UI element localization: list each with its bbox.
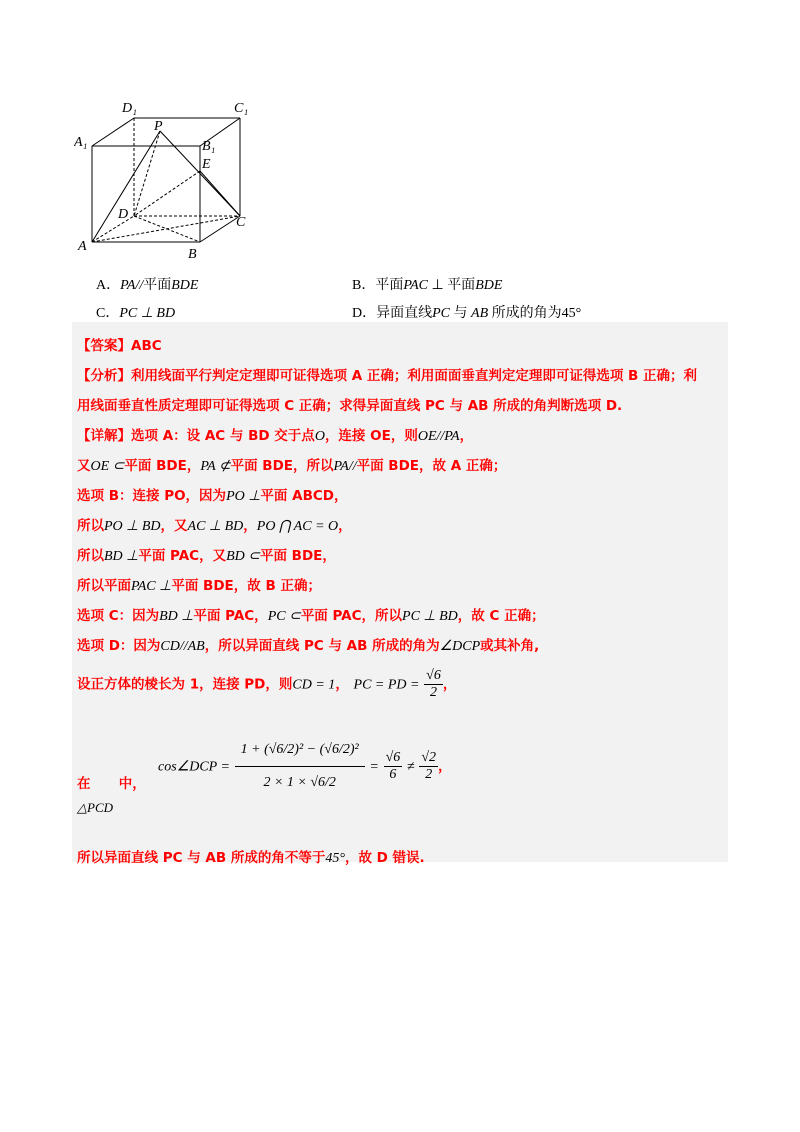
detail-line-2: [77, 454, 506, 475]
answer-line: [77, 334, 162, 354]
detail-2a: 又: [77, 458, 91, 474]
detail-9c: ，: [442, 676, 457, 693]
answer-text: 【答案】ABC: [77, 338, 162, 354]
detail-9m: CD = 1: [292, 677, 336, 693]
option-b-sym: ⊥: [431, 278, 444, 293]
option-a-math2: BDE: [171, 278, 199, 293]
option-b-math2: BDE: [475, 278, 503, 293]
detail-line-5: [77, 544, 336, 565]
detail-10-r2: [419, 750, 438, 783]
option-b-prefix: B．平面: [352, 278, 404, 293]
detail-4d: ，: [338, 518, 352, 534]
detail-10-main-frac: [235, 734, 365, 799]
option-b-math: PAC: [403, 278, 428, 293]
detail-line-10-tri: [77, 800, 113, 816]
detail-9-frac: [424, 668, 443, 701]
detail-2b: 平面 BDE，: [124, 458, 201, 474]
detail-10-triangle: △PCD: [77, 800, 113, 815]
option-b: [352, 274, 502, 294]
detail-8c: 或其补角,: [480, 638, 540, 654]
label-p: P: [154, 119, 163, 134]
detail-9m2: PC = PD =: [353, 677, 420, 693]
detail-line-4: [77, 514, 352, 535]
detail-10-neq: ≠: [406, 759, 415, 775]
detail-10-r1-den: 6: [389, 767, 397, 782]
option-b-text: 平面: [447, 278, 476, 293]
detail-10-eq: =: [369, 759, 379, 775]
detail-1m: O: [314, 429, 325, 444]
detail-line-10-label: [77, 772, 146, 792]
detail-10-r2-den: 2: [425, 767, 433, 782]
detail-line-7: [77, 604, 545, 625]
detail-10b: 中，: [118, 776, 146, 792]
detail-10-r1-num: √6: [385, 750, 401, 765]
detail-10c: ，: [438, 758, 452, 775]
option-d-prefix: D．异面直线: [352, 306, 433, 321]
detail-2m3: PA//: [333, 459, 357, 474]
detail-10a: 在: [77, 776, 91, 792]
label-d1: D₁: [122, 101, 137, 116]
detail-4b: ，又: [160, 518, 188, 534]
detail-5b: 平面 PAC，又: [138, 548, 227, 564]
detail-5a: 所以: [77, 548, 104, 564]
detail-line-6: [77, 574, 321, 595]
detail-7m2: PC ⊂: [267, 609, 301, 624]
detail-line-11: [77, 846, 425, 867]
detail-line-3: [77, 484, 347, 505]
detail-4m: PO ⊥ BD: [104, 519, 161, 534]
detail-1m2: OE//PA: [417, 429, 460, 444]
detail-10-denominator: 2 × 1 × √6/2: [263, 775, 336, 790]
detail-10-numerator: 1 + (√6/2)² − (√6/2)²: [235, 734, 365, 767]
label-c1: C₁: [234, 101, 249, 116]
option-c-prefix: C．: [96, 306, 120, 321]
detail-2m: OE ⊂: [90, 459, 125, 474]
option-d-math1: PC: [432, 306, 451, 321]
detail-6a: 所以平面: [77, 578, 131, 594]
detail-5m2: BD ⊂: [226, 549, 260, 564]
label-a1: A₁: [74, 135, 88, 150]
option-d-math3: 45°: [561, 306, 582, 321]
detail-3m: PO ⊥: [226, 489, 261, 504]
detail-2m2: PA ⊄: [200, 459, 231, 474]
detail-3b: 平面 ABCD，: [260, 488, 348, 504]
detail-7m3: PC ⊥ BD: [402, 609, 458, 624]
detail-9-den: 2: [430, 685, 438, 700]
detail-9b: ，: [335, 676, 349, 693]
cube-figure: [74, 96, 264, 266]
analysis-text-2: 用线面垂直性质定理即可证得选项 C 正确；求得异面直线 PC 与 AB 所成的角判断选项 D.: [77, 398, 623, 414]
detail-2d: 平面 BDE，故 A 正确；: [356, 458, 507, 474]
detail-6m: PAC ⊥: [131, 579, 172, 594]
detail-10-cos: cos∠DCP =: [158, 759, 230, 775]
detail-9-num: √6: [426, 668, 441, 683]
analysis-line-1: [77, 364, 697, 384]
option-a: [96, 274, 198, 294]
analysis-line-2: [77, 394, 622, 414]
option-d-math2: AB: [471, 306, 489, 321]
detail-10-r1: [384, 750, 403, 783]
detail-10-r2-num: √2: [421, 750, 437, 765]
detail-4m2: AC ⊥ BD: [187, 519, 244, 534]
detail-1b: ，连接 OE，则: [324, 428, 418, 444]
label-b: B: [188, 247, 197, 262]
detail-5c: 平面 BDE，: [259, 548, 336, 564]
option-c: [96, 302, 175, 322]
label-a: A: [78, 239, 87, 254]
detail-line-8: [77, 634, 539, 655]
detail-4a: 所以: [77, 518, 104, 534]
detail-7m: BD ⊥: [159, 609, 194, 624]
detail-8m2: ∠DCP: [439, 639, 481, 654]
detail-11b: ，故 D 错误.: [344, 850, 425, 866]
detail-8b: ，所以异面直线 PC 与 AB 所成的角为: [204, 638, 440, 654]
option-a-math: PA//: [120, 278, 144, 293]
option-d-text1: 与: [453, 306, 468, 321]
detail-6b: 平面 BDE，故 B 正确；: [171, 578, 321, 594]
option-a-text: 平面: [143, 278, 172, 293]
detail-11m: 45°: [325, 851, 345, 866]
detail-line-9: [77, 668, 456, 701]
detail-4m3: PO ⋂ AC = O: [256, 519, 339, 534]
label-b1: B₁: [202, 139, 216, 154]
detail-11a: 所以异面直线 PC 与 AB 所成的角不等于: [77, 850, 326, 866]
detail-line-1: [77, 424, 473, 445]
option-a-prefix: A．: [96, 278, 121, 293]
detail-7d: ，故 C 正确；: [457, 608, 545, 624]
detail-9a: 设正方体的棱长为 1，连接 PD，则: [77, 676, 293, 693]
label-c: C: [236, 215, 246, 230]
detail-8a: 选项 D：因为: [77, 638, 161, 654]
detail-1c: ，: [459, 428, 474, 444]
detail-8m: CD//AB: [160, 639, 205, 654]
option-d-text2: 所成的角为: [491, 306, 562, 321]
detail-2c: 平面 BDE，所以: [230, 458, 334, 474]
label-e: E: [202, 157, 211, 172]
analysis-text-1: 【分析】利用线面平行判定定理即可证得选项 A 正确；利用面面垂直判定定理即可证得选项 B 正确；利: [77, 368, 698, 384]
detail-4c: ，: [243, 518, 257, 534]
detail-3a: 选项 B：连接 PO，因为: [77, 488, 227, 504]
detail-7a: 选项 C：因为: [77, 608, 160, 624]
detail-7c: 平面 PAC，所以: [300, 608, 403, 624]
label-d: D: [118, 207, 129, 222]
detail-1a: 【详解】选项 A：设 AC 与 BD 交于点: [77, 428, 315, 444]
detail-5m: BD ⊥: [104, 549, 139, 564]
option-c-math: PC ⊥ BD: [119, 306, 176, 321]
detail-line-10-formula: [158, 734, 452, 799]
detail-7b: 平面 PAC，: [193, 608, 268, 624]
option-d: [352, 302, 581, 322]
